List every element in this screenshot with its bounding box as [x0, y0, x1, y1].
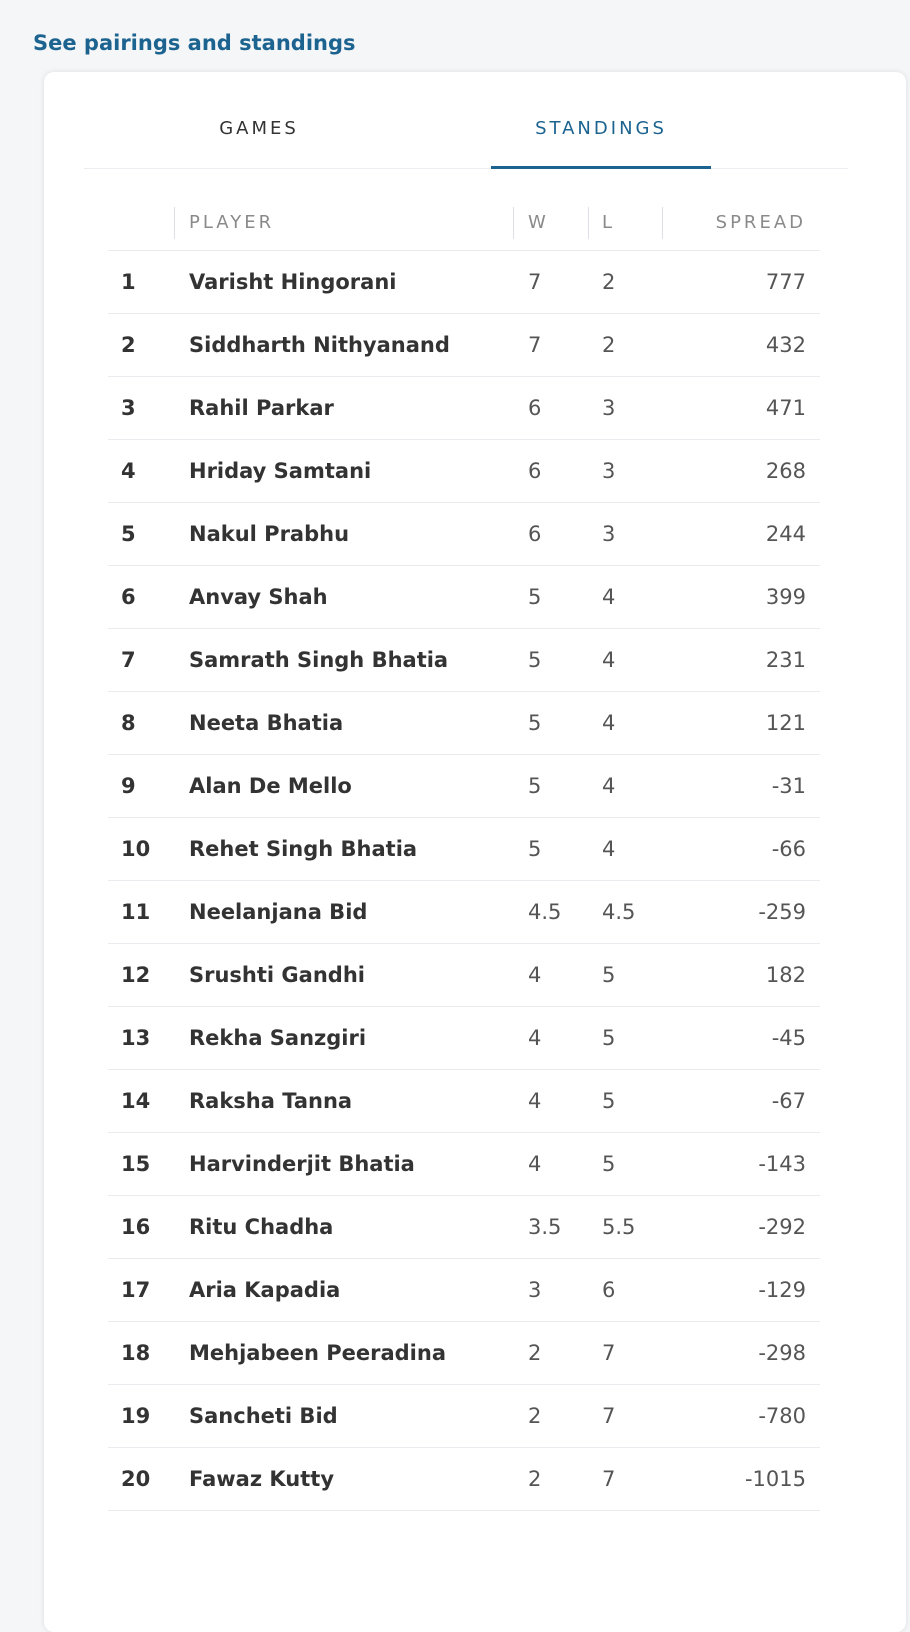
spread-cell: -31 [771, 774, 806, 798]
player-name-cell: Rehet Singh Bhatia [189, 837, 418, 861]
rank-cell: 5 [121, 522, 136, 546]
player-name-cell: Mehjabeen Peeradina [189, 1341, 446, 1365]
wins-cell: 5 [528, 711, 542, 735]
player-name-cell: Neelanjana Bid [189, 900, 368, 924]
spread-cell: 471 [765, 396, 806, 420]
table-row[interactable] [108, 1133, 820, 1196]
rank-cell: 9 [121, 774, 136, 798]
player-name-cell: Samrath Singh Bhatia [189, 648, 449, 672]
wins-cell: 6 [528, 459, 542, 483]
spread-cell: 182 [765, 963, 806, 987]
column-header-player[interactable]: PLAYER [174, 207, 274, 239]
player-name-cell: Sancheti Bid [189, 1404, 338, 1428]
table-row[interactable] [108, 1196, 820, 1259]
see-pairings-link[interactable]: See pairings and standings [33, 31, 356, 55]
wins-cell: 6 [528, 522, 542, 546]
losses-cell: 4 [602, 585, 616, 609]
wins-cell: 2 [528, 1467, 542, 1491]
spread-cell: 777 [765, 270, 806, 294]
player-name-cell: Nakul Prabhu [189, 522, 350, 546]
rank-cell: 10 [121, 837, 151, 861]
rank-cell: 13 [121, 1026, 151, 1050]
rank-cell: 6 [121, 585, 136, 609]
active-tab-indicator [491, 166, 711, 169]
losses-cell: 7 [602, 1467, 616, 1491]
table-row[interactable] [108, 692, 820, 755]
rank-cell: 2 [121, 333, 136, 357]
column-header-wins[interactable]: W [513, 207, 549, 239]
player-name-cell: Ritu Chadha [189, 1215, 334, 1239]
rank-cell: 17 [121, 1278, 151, 1302]
spread-cell: 432 [765, 333, 806, 357]
losses-cell: 3 [602, 459, 616, 483]
player-name-cell: Varisht Hingorani [189, 270, 397, 294]
table-row[interactable] [108, 755, 820, 818]
table-row[interactable] [108, 1070, 820, 1133]
wins-cell: 7 [528, 333, 542, 357]
rank-cell: 1 [121, 270, 136, 294]
table-row[interactable] [108, 1322, 820, 1385]
wins-cell: 5 [528, 837, 542, 861]
losses-cell: 4 [602, 648, 616, 672]
losses-cell: 5 [602, 1152, 616, 1176]
table-row[interactable] [108, 503, 820, 566]
losses-cell: 2 [602, 333, 616, 357]
losses-cell: 4 [602, 774, 616, 798]
losses-cell: 4.5 [602, 900, 636, 924]
player-name-cell: Aria Kapadia [189, 1278, 341, 1302]
losses-cell: 6 [602, 1278, 616, 1302]
spread-cell: 121 [765, 711, 806, 735]
player-name-cell: Siddharth Nithyanand [189, 333, 450, 357]
wins-cell: 7 [528, 270, 542, 294]
tab-standings-label: STANDINGS [535, 118, 667, 139]
wins-cell: 4 [528, 1152, 542, 1176]
player-name-cell: Neeta Bhatia [189, 711, 344, 735]
standings-card [44, 72, 906, 1632]
standings-table [108, 197, 820, 1511]
spread-cell: 268 [765, 459, 806, 483]
player-name-cell: Srushti Gandhi [189, 963, 365, 987]
table-row[interactable] [108, 1385, 820, 1448]
wins-cell: 3 [528, 1278, 542, 1302]
table-row[interactable] [108, 314, 820, 377]
spread-cell: -45 [771, 1026, 806, 1050]
rank-cell: 20 [121, 1467, 151, 1491]
losses-cell: 3 [602, 396, 616, 420]
spread-cell: -780 [758, 1404, 806, 1428]
losses-cell: 5 [602, 963, 616, 987]
wins-cell: 2 [528, 1404, 542, 1428]
tab-bar [84, 72, 848, 169]
table-header [108, 197, 820, 251]
rank-cell: 18 [121, 1341, 151, 1365]
spread-cell: 399 [765, 585, 806, 609]
table-row[interactable] [108, 1448, 820, 1511]
table-row[interactable] [108, 1007, 820, 1070]
table-row[interactable] [108, 944, 820, 1007]
spread-cell: 231 [765, 648, 806, 672]
rank-cell: 15 [121, 1152, 151, 1176]
wins-cell: 4 [528, 963, 542, 987]
rank-cell: 4 [121, 459, 136, 483]
rank-cell: 7 [121, 648, 136, 672]
rank-cell: 11 [121, 900, 151, 924]
spread-cell: -129 [758, 1278, 806, 1302]
spread-cell: -143 [758, 1152, 806, 1176]
table-row[interactable] [108, 566, 820, 629]
table-row[interactable] [108, 251, 820, 314]
spread-cell: -66 [771, 837, 806, 861]
spread-cell: -259 [758, 900, 806, 924]
player-name-cell: Anvay Shah [189, 585, 328, 609]
spread-cell: -298 [758, 1341, 806, 1365]
player-name-cell: Fawaz Kutty [189, 1467, 335, 1491]
losses-cell: 5.5 [602, 1215, 636, 1239]
wins-cell: 3.5 [528, 1215, 562, 1239]
tab-standings[interactable] [491, 72, 711, 168]
losses-cell: 4 [602, 711, 616, 735]
rank-cell: 14 [121, 1089, 151, 1113]
rank-cell: 12 [121, 963, 151, 987]
losses-cell: 2 [602, 270, 616, 294]
spread-cell: -1015 [744, 1467, 806, 1491]
losses-cell: 5 [602, 1026, 616, 1050]
losses-cell: 3 [602, 522, 616, 546]
table-row[interactable] [108, 818, 820, 881]
tab-games[interactable]: GAMES [219, 118, 299, 139]
table-row[interactable] [108, 629, 820, 692]
wins-cell: 4 [528, 1089, 542, 1113]
table-row[interactable] [108, 440, 820, 503]
rank-cell: 3 [121, 396, 136, 420]
table-row[interactable] [108, 1259, 820, 1322]
spread-cell: -67 [771, 1089, 806, 1113]
table-row[interactable] [108, 881, 820, 944]
wins-cell: 2 [528, 1341, 542, 1365]
rank-cell: 8 [121, 711, 136, 735]
rank-cell: 19 [121, 1404, 151, 1428]
wins-cell: 5 [528, 585, 542, 609]
column-header-spread[interactable]: SPREAD [715, 212, 806, 233]
wins-cell: 4 [528, 1026, 542, 1050]
rank-cell: 16 [121, 1215, 151, 1239]
player-name-cell: Alan De Mello [189, 774, 352, 798]
losses-cell: 5 [602, 1089, 616, 1113]
wins-cell: 5 [528, 774, 542, 798]
losses-cell: 4 [602, 837, 616, 861]
table-body [108, 251, 820, 1511]
player-name-cell: Rekha Sanzgiri [189, 1026, 367, 1050]
player-name-cell: Harvinderjit Bhatia [189, 1152, 415, 1176]
column-header-losses[interactable]: L [588, 207, 663, 239]
losses-cell: 7 [602, 1404, 616, 1428]
player-name-cell: Rahil Parkar [189, 396, 334, 420]
spread-cell: 244 [765, 522, 806, 546]
wins-cell: 5 [528, 648, 542, 672]
spread-cell: -292 [758, 1215, 806, 1239]
table-row[interactable] [108, 377, 820, 440]
wins-cell: 4.5 [528, 900, 562, 924]
player-name-cell: Raksha Tanna [189, 1089, 353, 1113]
wins-cell: 6 [528, 396, 542, 420]
losses-cell: 7 [602, 1341, 616, 1365]
player-name-cell: Hriday Samtani [189, 459, 372, 483]
